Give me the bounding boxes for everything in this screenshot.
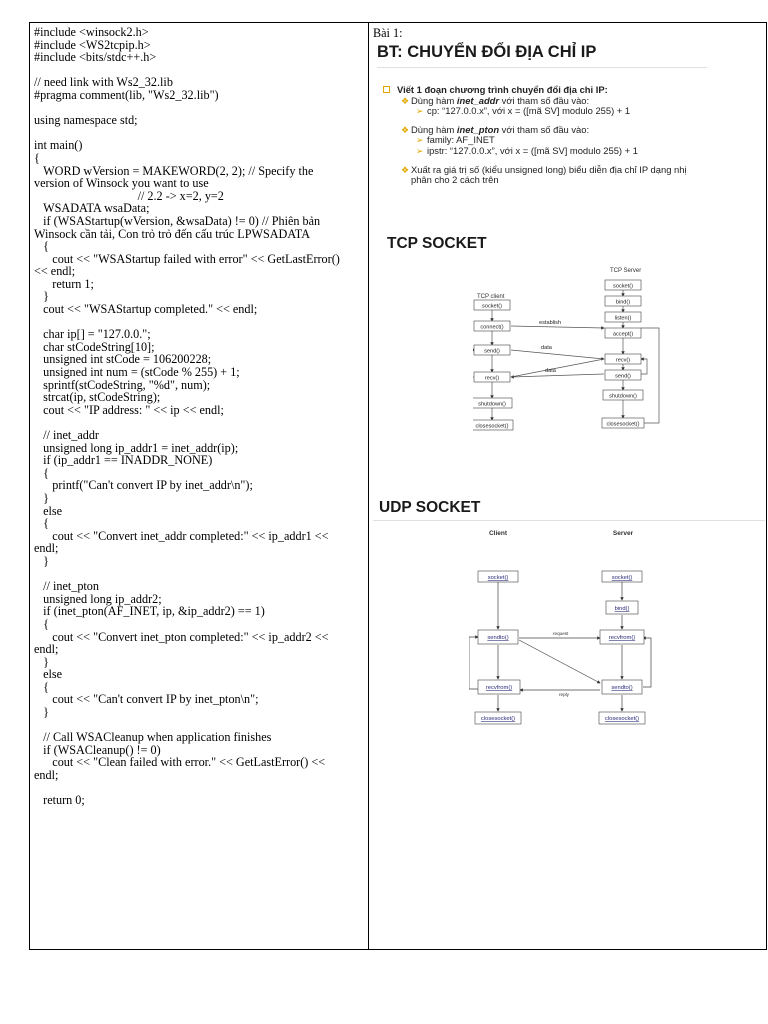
arrow-bullet-icon: ➢: [416, 135, 424, 146]
output-item-cont: phân cho 2 cách trên: [411, 174, 499, 186]
tcp-server-shutdown: shutdown(): [609, 393, 637, 400]
code-line: unsigned long ip_addr1 = inet_addr(ip);: [34, 440, 239, 455]
code-line: version of Winsock you want to use: [34, 176, 209, 191]
udp-underline: [373, 520, 765, 521]
tcp-server-label: TCP Server: [610, 268, 642, 274]
code-line: {: [34, 239, 49, 254]
tcp-server-close: closesocket(): [606, 421, 640, 428]
code-line: else: [34, 667, 63, 682]
code-line: char ip[] = "127.0.0.";: [34, 327, 151, 342]
udp-socket-diagram: [469, 527, 699, 729]
code-line: << endl;: [34, 264, 76, 279]
code-line: cout << "WSAStartup completed." << endl;: [34, 302, 258, 317]
code-line: if (ip_addr1 == INADDR_NONE): [34, 453, 213, 468]
code-line: // inet_addr: [34, 428, 99, 442]
udp-client-close: closesocket(): [480, 716, 516, 722]
code-line: WSADATA wsaData;: [34, 201, 150, 216]
task-list: [383, 85, 713, 186]
code-line: // 2.2 -> x=2, y=2: [34, 188, 224, 203]
tcp-server-socket: socket(): [613, 283, 633, 290]
code-line: // need link with Ws2_32.lib: [34, 75, 173, 90]
code-line: {: [34, 516, 49, 531]
udp-reply-label: reply: [559, 692, 569, 697]
tcp-client-socket: socket(): [482, 303, 502, 310]
udp-title: UDP SOCKET: [379, 499, 481, 516]
code-line: else: [34, 503, 63, 518]
udp-client-socket: socket(): [487, 575, 509, 581]
tcp-data-label-2: data: [545, 368, 556, 374]
udp-server-sendto: sendto(): [611, 685, 633, 691]
code-line: #pragma comment(lib, "Ws2_32.lib"): [34, 87, 219, 102]
code-line: Winsock cần tải, Con trỏ trỏ đến cấu trúc LPWSADATA: [34, 226, 311, 241]
tcp-client-label: TCP client: [477, 294, 505, 300]
code-line: }: [34, 705, 49, 720]
udp-client-label: Client: [488, 530, 508, 537]
code-column: [34, 26, 364, 807]
arrow-bullet-icon: ➢: [416, 145, 424, 156]
code-line: }: [34, 654, 49, 669]
tcp-server-recv: recv(): [615, 357, 631, 364]
code-line: unsigned long ip_addr2;: [34, 591, 162, 606]
tcp-data-label-1: data: [541, 345, 552, 351]
code-line: return 0;: [34, 793, 85, 808]
square-bullet-icon: [383, 86, 390, 93]
code-line: char stCodeString[10];: [34, 339, 155, 354]
udp-client-recvfrom: recvfrom(): [485, 685, 513, 691]
tcp-client-recv: recv(): [484, 375, 500, 382]
code-line: using namespace std;: [34, 113, 138, 128]
pton-ipstr-param: ➢ ipstr: “127.0.0.x”, với x = ([mã SV] modulo 255) + 1: [416, 144, 638, 156]
column-divider: [368, 23, 369, 949]
udp-server-bind: bind(): [614, 606, 630, 612]
code-line: endl;: [34, 541, 59, 556]
code-line: // Call WSACleanup when application finishes: [34, 730, 272, 745]
udp-request-label: request: [553, 631, 569, 636]
code-line: }: [34, 490, 49, 505]
code-line: strcat(ip, stCodeString);: [34, 390, 161, 405]
code-line: cout << "Clean failed with error." << GetLastError() <<: [34, 755, 326, 770]
code-line: cout << "Convert inet_addr completed:" << ip_addr1 <<: [34, 528, 329, 543]
task-main: Viết 1 đoạn chương trình chuyển đổi địa chỉ IP:: [383, 85, 713, 96]
tcp-socket-diagram: [473, 266, 668, 436]
code-line: unsigned int stCode = 106200228;: [34, 352, 212, 367]
code-line: unsigned int num = (stCode % 255) + 1;: [34, 365, 240, 380]
code-line: }: [34, 289, 49, 304]
code-line: endl;: [34, 768, 59, 783]
code-line: if (WSACleanup() != 0): [34, 742, 161, 757]
code-line: return 1;: [34, 276, 94, 291]
diamond-bullet-icon: ❖: [401, 164, 410, 175]
tcp-server-listen: listen(): [614, 315, 632, 322]
document-table: [29, 22, 767, 950]
code-line: }: [34, 553, 49, 568]
udp-server-recvfrom: recvfrom(): [608, 635, 636, 641]
code-line: WORD wVersion = MAKEWORD(2, 2); // Specify the: [34, 163, 314, 178]
udp-client-sendto: sendto(): [487, 635, 509, 641]
pton-family-param: ➢ family: AF_INET: [416, 134, 495, 146]
tcp-client-close: closesocket(): [475, 423, 509, 430]
tcp-client-send: send(): [484, 348, 500, 355]
tcp-title: TCP SOCKET: [387, 235, 487, 252]
code-line: if (WSAStartup(wVersion, &wsaData) != 0) // Phiên bản: [34, 213, 321, 228]
code-line: {: [34, 465, 49, 480]
exercise-number: Bài 1:: [373, 26, 403, 40]
code-line: int main(): [34, 138, 83, 153]
tcp-client-shutdown: shutdown(): [478, 401, 506, 408]
tcp-establish-label: establish: [539, 320, 562, 326]
code-line: // inet_pton: [34, 579, 99, 594]
diamond-bullet-icon: ❖: [401, 124, 410, 135]
output-item: ❖ Xuất ra giá trị số (kiểu unsigned long) biểu diễn địa chỉ IP dạng nhị: [401, 163, 687, 175]
tcp-server-bind: bind(): [615, 299, 631, 306]
code-line: #include <winsock2.h>: [34, 25, 149, 39]
udp-server-label: Server: [612, 530, 634, 537]
code-line: cout << "Can't convert IP by inet_pton\n";: [34, 692, 259, 707]
code-line: #include <bits/stdc++.h>: [34, 50, 157, 65]
inet-addr-param: ➢ cp: “127.0.0.x”, với x = ([mã SV] modulo 255) + 1: [416, 105, 631, 117]
inet-addr-item: ❖ Dùng hàm inet_addr với tham số đầu vào:: [401, 94, 590, 106]
code-line: cout << "WSAStartup failed with error" << GetLastError(): [34, 251, 340, 266]
tcp-server-accept: accept(): [612, 331, 634, 338]
tcp-server-send: send(): [615, 373, 631, 380]
inet-pton-item: ❖ Dùng hàm inet_pton với tham số đầu vào:: [401, 123, 590, 135]
bt-title: BT: CHUYỂN ĐỔI ĐỊA CHỈ IP: [377, 43, 597, 61]
code-line: endl;: [34, 642, 59, 657]
code-line: [34, 127, 364, 140]
code-line: {: [34, 679, 49, 694]
code-line: {: [34, 150, 40, 165]
arrow-bullet-icon: ➢: [416, 106, 424, 117]
exercise-column: [373, 23, 765, 949]
code-line: {: [34, 616, 49, 631]
code-line: printf("Can't convert IP by inet_addr\n");: [34, 478, 253, 493]
code-line: cout << "Convert inet_pton completed:" << ip_addr2 <<: [34, 629, 329, 644]
title-underline: [377, 67, 707, 68]
diamond-bullet-icon: ❖: [401, 95, 410, 106]
code-line: #include <WS2tcpip.h>: [34, 37, 151, 52]
udp-server-socket: socket(): [611, 575, 633, 581]
code-line: sprintf(stCodeString, "%d", num);: [34, 377, 211, 392]
udp-server-close: closesocket(): [604, 716, 640, 722]
tcp-client-connect: connect(): [480, 324, 504, 331]
code-line: if (inet_pton(AF_INET, ip, &ip_addr2) == 1): [34, 604, 265, 619]
code-line: cout << "IP address: " << ip << endl;: [34, 402, 224, 417]
